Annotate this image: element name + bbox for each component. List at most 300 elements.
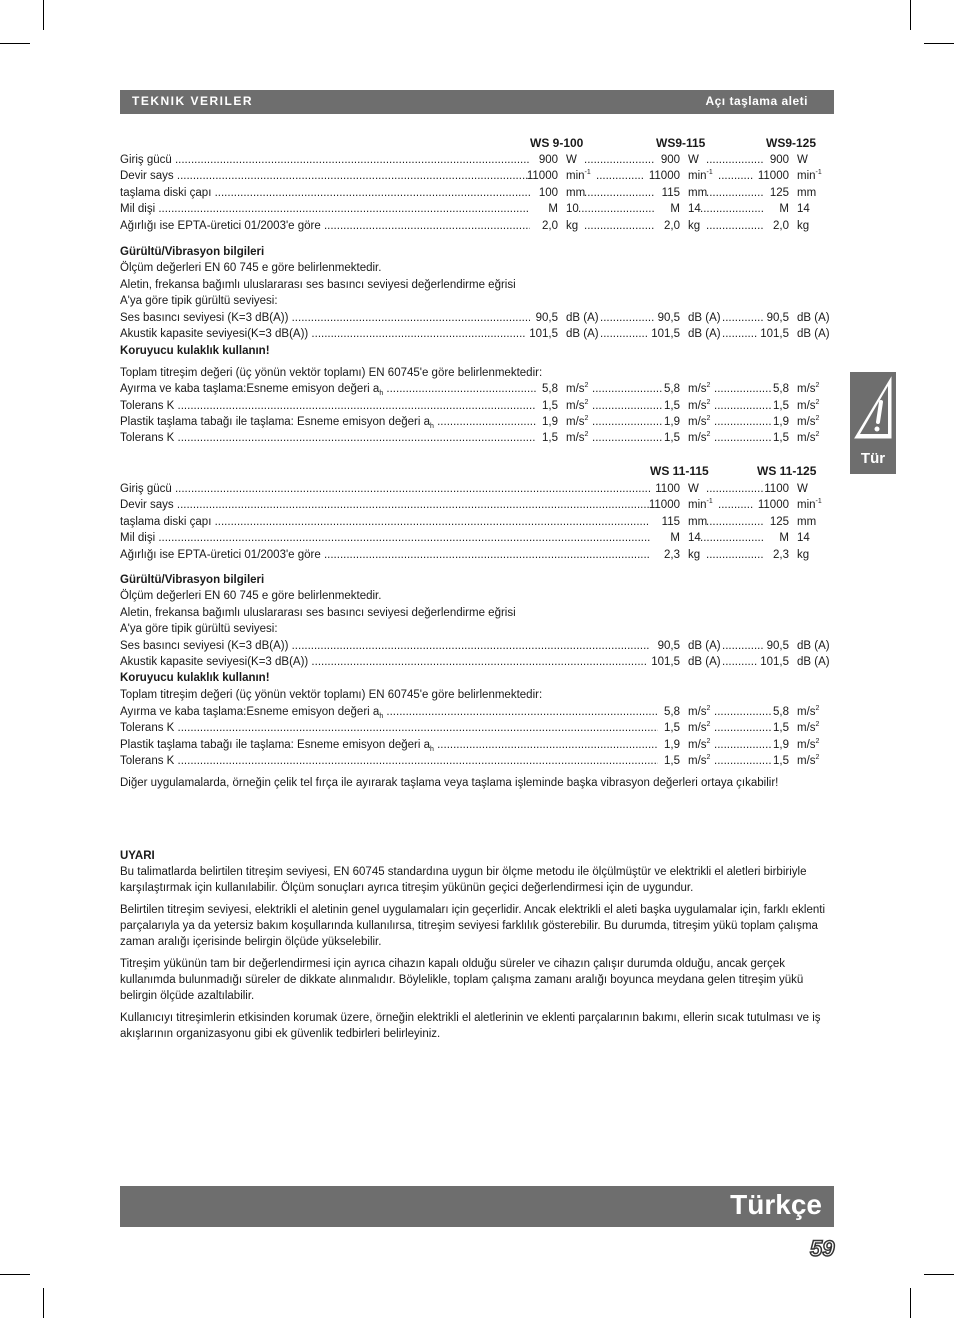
unit-superscript: 2 (706, 705, 711, 712)
warning-paragraph: Belirtilen titreşim seviyesi, elektrikli el aletinin genel uygulamaları için geçerlidir. Ancak elektrikli el aleti başka uygulamalar için, farklı eklenti parçalarıyla ya da yetersiz bakım koşullarında kullanılırsa, titreşim seviyesi farklılık gösterebilir. Bu durumda, titreşim yükü toplam çalışma zaman aralığı içerisinde belirgin ölçüde yükselebilir. (120, 904, 825, 948)
crop-mark (924, 1274, 954, 1275)
value-cell: 90,5 (766, 640, 789, 652)
unit-superscript: -1 (815, 169, 822, 176)
text-line: Toplam titreşim değeri (üç yönün vektör toplamı) EN 60745'e göre belirlenmektedir: (120, 367, 543, 379)
warning-heading: UYARI (120, 850, 155, 862)
data-row (120, 430, 840, 446)
value-cell: 5,8 (773, 706, 789, 718)
value-cell: 90,5 (657, 312, 680, 324)
data-row (120, 514, 840, 530)
text-line: Toplam titreşim değeri (üç yönün vektör toplamı) EN 60745'e göre belirlenmektedir: (120, 689, 543, 701)
data-row (120, 168, 840, 184)
value-cell: 1,5 (773, 722, 789, 734)
unit-text: 10 (566, 203, 579, 215)
unit-superscript: 2 (815, 382, 820, 389)
unit-superscript: 2 (815, 754, 820, 761)
unit-superscript: 2 (815, 738, 820, 745)
unit-cell (688, 737, 710, 753)
row-label (120, 218, 530, 234)
value-cell: 2,3 (664, 549, 680, 561)
value-cell: 2,0 (773, 220, 789, 232)
dot-leader (722, 310, 763, 326)
unit-superscript: 2 (706, 738, 711, 745)
value-cell: 125 (769, 187, 789, 199)
value-cell: M (779, 203, 789, 215)
value-cell: 1,5 (542, 432, 558, 444)
dot-leader (714, 381, 771, 397)
value-cell: 1,5 (773, 400, 789, 412)
dot-leader (714, 720, 771, 736)
unit-cell (566, 398, 588, 414)
row-label-text: Tolerans K (120, 400, 175, 412)
dot-leader (714, 430, 771, 446)
unit-superscript: 2 (706, 415, 711, 422)
crop-mark (924, 43, 954, 44)
unit-text: m/s (797, 432, 816, 444)
unit-text: dB (A) (566, 312, 599, 324)
dot-leader (714, 753, 771, 769)
dot-leader (592, 398, 662, 414)
unit-text: kg (797, 549, 810, 561)
unit-text: m/s (566, 432, 585, 444)
dot-leader (706, 547, 763, 563)
unit-superscript: -1 (706, 169, 713, 176)
subscript: h (430, 423, 434, 430)
dot-leader (722, 326, 757, 342)
subscript: h (379, 390, 384, 397)
unit-superscript: 2 (706, 431, 711, 438)
data-row (120, 398, 840, 414)
unit-cell (797, 185, 816, 201)
value-cell: 1,9 (542, 416, 558, 428)
unit-text: 14 (688, 532, 701, 544)
crop-mark (0, 43, 30, 44)
data-row (120, 326, 840, 342)
unit-cell (688, 638, 721, 654)
unit-text: 14 (797, 203, 810, 215)
row-label-text: taşlama diski çapı (120, 187, 212, 199)
unit-text: min (688, 170, 707, 182)
row-label (120, 430, 536, 446)
value-cell: M (779, 532, 789, 544)
unit-text: dB (A) (797, 312, 830, 324)
data-row (120, 497, 840, 513)
row-label-text: Plastik taşlama tabağı ile taşlama: Esneme emisyon değeri a (120, 416, 431, 428)
unit-cell (688, 185, 707, 201)
unit-cell (797, 168, 822, 184)
unit-cell (566, 326, 599, 342)
dot-leader (600, 310, 654, 326)
unit-text: m/s (566, 416, 585, 428)
text-line: Ölçüm değerleri EN 60 745 e göre belirlenmektedir. (120, 262, 382, 274)
crop-mark (910, 0, 911, 30)
unit-cell (566, 152, 577, 168)
unit-cell (688, 201, 701, 217)
data-row (120, 737, 840, 753)
row-label-text: Devir says (120, 170, 174, 182)
unit-cell (797, 218, 809, 234)
unit-text: W (566, 154, 577, 166)
data-row (120, 310, 840, 326)
row-label-text: Ağırlığı ise EPTA-üretici 01/2003'e göre (120, 220, 321, 232)
data-row (120, 720, 840, 736)
dot-leader (714, 704, 771, 720)
value-cell: 5,8 (542, 383, 558, 395)
value-cell: 1,9 (773, 739, 789, 751)
dot-leader (578, 201, 654, 217)
value-cell: 900 (538, 154, 558, 166)
text-line: Ölçüm değerleri EN 60 745 e göre belirlenmektedir. (120, 590, 382, 602)
unit-cell (688, 152, 699, 168)
unit-cell (797, 310, 830, 326)
dot-leader (714, 398, 771, 414)
unit-text: mm (688, 187, 708, 199)
unit-cell (688, 704, 710, 720)
unit-text: m/s (688, 706, 707, 718)
unit-cell (566, 218, 578, 234)
unit-text: dB (A) (797, 328, 830, 340)
dot-leader (584, 152, 654, 168)
data-row (120, 201, 840, 217)
value-cell: 11000 (757, 170, 789, 182)
section-heading: Gürültü/Vibrasyon bilgileri (120, 246, 265, 258)
value-cell: 1,9 (664, 416, 680, 428)
unit-text: kg (566, 220, 579, 232)
value-cell: 1100 (764, 483, 789, 495)
unit-cell (566, 201, 579, 217)
dot-leader (722, 654, 757, 670)
row-label (120, 381, 536, 397)
row-label (120, 514, 650, 530)
model-column-header: WS9-115 (656, 136, 706, 150)
row-label-text: Akustik kapasite seviyesi(K=3 dB(A)) (120, 328, 309, 340)
unit-cell (797, 704, 819, 720)
unit-cell (797, 414, 819, 430)
unit-cell (797, 753, 819, 769)
unit-text: dB (A) (797, 640, 830, 652)
model-column-header: WS 11-125 (757, 464, 817, 478)
unit-text: m/s (797, 400, 816, 412)
unit-text: kg (688, 220, 701, 232)
value-cell: 90,5 (657, 640, 680, 652)
unit-cell (688, 398, 710, 414)
row-label-text: Tolerans K (120, 755, 175, 767)
unit-cell (688, 414, 710, 430)
value-cell: M (670, 203, 680, 215)
model-column-header: WS 11-115 (650, 464, 709, 478)
unit-text: m/s (797, 739, 816, 751)
crop-mark (0, 1274, 30, 1275)
row-label (120, 481, 650, 497)
unit-text: m/s (566, 383, 585, 395)
unit-cell (688, 530, 701, 546)
unit-superscript: -1 (706, 498, 713, 505)
unit-text: W (688, 154, 699, 166)
value-cell: 125 (769, 516, 789, 528)
section-heading: Koruyucu kulaklık kullanın! (120, 672, 270, 684)
dot-leader (584, 218, 654, 234)
value-cell: 1,9 (664, 739, 680, 751)
crop-mark (910, 1288, 911, 1318)
row-label-text: Ses basıncı seviyesi (K=3 dB(A)) (120, 640, 289, 652)
unit-text: min (797, 499, 816, 511)
dot-leader (714, 414, 771, 430)
text-line: Diğer uygulamalarda, örneğin çelik tel fırça ile ayırarak taşlama veya taşlama işleminde başka vibrasyon değerleri ortaya çıkabilir! (120, 777, 779, 789)
data-row (120, 218, 840, 234)
value-cell: 100 (538, 187, 558, 199)
row-label-text: Plastik taşlama tabağı ile taşlama: Esneme emisyon değeri a (120, 739, 431, 751)
row-label-text: Ayırma ve kaba taşlama:Esneme emisyon değeri a (120, 706, 380, 718)
value-cell: 5,8 (664, 706, 680, 718)
unit-cell (688, 497, 713, 513)
unit-cell (688, 326, 721, 342)
value-cell: 2,0 (664, 220, 680, 232)
unit-text: m/s (566, 400, 585, 412)
unit-text: W (797, 483, 808, 495)
dot-leader (600, 326, 648, 342)
unit-superscript: 2 (815, 415, 820, 422)
value-cell: 1,5 (664, 755, 680, 767)
unit-superscript: 2 (815, 721, 820, 728)
language-side-tab (850, 372, 896, 474)
unit-text: m/s (797, 722, 816, 734)
value-cell: 1,5 (542, 400, 558, 412)
data-row (120, 185, 840, 201)
unit-text: 14 (688, 203, 701, 215)
unit-superscript: 2 (584, 431, 589, 438)
product-title: Açı taşlama aleti (705, 94, 808, 108)
row-label (120, 704, 658, 720)
value-cell: 11000 (526, 170, 558, 182)
dot-leader (706, 185, 763, 201)
unit-superscript: -1 (815, 498, 822, 505)
unit-cell (688, 381, 710, 397)
row-label-text: Ses basıncı seviyesi (K=3 dB(A)) (120, 312, 289, 324)
row-label (120, 414, 536, 430)
unit-superscript: 2 (706, 721, 711, 728)
unit-text: 14 (797, 532, 810, 544)
value-cell: 115 (661, 187, 680, 199)
unit-cell (688, 547, 700, 563)
language-title: Türkçe (730, 1189, 822, 1220)
crop-mark (43, 1288, 44, 1318)
unit-text: kg (688, 549, 701, 561)
row-label (120, 185, 530, 201)
section-header-bar (120, 90, 834, 114)
subscript: h (379, 713, 384, 720)
row-label (120, 638, 650, 654)
row-label-text: Mil dişi (120, 532, 156, 544)
unit-cell (797, 530, 810, 546)
section-title: TEKNIK VERILER (132, 94, 254, 108)
unit-superscript: 2 (815, 399, 820, 406)
data-row (120, 381, 840, 397)
unit-text: m/s (797, 706, 816, 718)
row-label-text: Ayırma ve kaba taşlama:Esneme emisyon değeri a (120, 383, 380, 395)
row-label (120, 530, 650, 546)
row-label (120, 753, 658, 769)
value-cell: 900 (769, 154, 789, 166)
unit-text: mm (566, 187, 586, 199)
unit-cell (797, 547, 809, 563)
row-label (120, 398, 536, 414)
data-row (120, 753, 840, 769)
text-line: A'ya göre tipik gürültü seviyesi: (120, 295, 278, 307)
unit-cell (688, 514, 707, 530)
data-row (120, 654, 840, 670)
unit-cell (688, 753, 710, 769)
warning-paragraph: Kullanıcıyı titreşimlerin etkisinden korumak üzere, örneğin elektrikli el aletlerinin ve eklenti parçalarının bakımı, ellerin sıcak tutulması ve iş akışlarının organizasyonu gibi ek güvenlik tedbirleri belirleyiniz. (120, 1012, 821, 1040)
unit-cell (688, 720, 710, 736)
unit-text: m/s (797, 416, 816, 428)
row-label (120, 737, 658, 753)
unit-cell (566, 185, 585, 201)
unit-text: dB (A) (566, 328, 599, 340)
unit-text: min (797, 170, 816, 182)
unit-text: m/s (797, 383, 816, 395)
unit-text: m/s (688, 722, 707, 734)
section-heading: Gürültü/Vibrasyon bilgileri (120, 574, 265, 586)
unit-cell (566, 168, 591, 184)
value-cell: 5,8 (664, 383, 680, 395)
unit-superscript: -1 (584, 169, 591, 176)
dot-leader (714, 737, 771, 753)
row-label (120, 547, 650, 563)
unit-text: mm (797, 187, 817, 199)
unit-superscript: 2 (815, 431, 820, 438)
value-cell: 1100 (655, 483, 680, 495)
value-cell: 1,5 (664, 722, 680, 734)
value-cell: 1,5 (664, 400, 680, 412)
footer-bar (120, 1186, 834, 1227)
value-cell: 2,0 (542, 220, 558, 232)
row-label-text: taşlama diski çapı (120, 516, 212, 528)
row-label-text: Giriş gücü (120, 483, 172, 495)
crop-mark (43, 0, 44, 30)
value-cell: 1,5 (773, 432, 789, 444)
unit-text: dB (A) (688, 312, 721, 324)
unit-cell (797, 381, 819, 397)
unit-cell (797, 201, 810, 217)
unit-cell (797, 497, 822, 513)
data-row (120, 414, 840, 430)
model-column-header: WS 9-100 (530, 136, 584, 150)
value-cell: 1,5 (773, 755, 789, 767)
row-label-text: Akustik kapasite seviyesi(K=3 dB(A)) (120, 656, 309, 668)
value-cell: 11000 (648, 499, 680, 511)
unit-text: mm (688, 516, 708, 528)
value-cell: 101,5 (760, 328, 789, 340)
unit-text: W (797, 154, 808, 166)
unit-cell (566, 414, 588, 430)
warning-paragraph: Titreşim yükünün tam bir değerlendirmesi için ayrıca cihazın kapalı olduğu süreler ve cihazın çalışır durumda olduğu, ancak gerçek kullanımda bulunmadığı süreler de dikkate alınmalıdır. Böylelikle, toplam çalışma zamanı aralığı boyunca meydana gelen titreşim yükü belirgin ölçüde azaltılabilir. (120, 958, 804, 1002)
unit-cell (797, 737, 819, 753)
text-line: Aletin, frekansa bağımlı uluslararası ses basıncı seviyesi değerlendirme eğrisi (120, 279, 516, 291)
unit-cell (797, 326, 830, 342)
unit-cell (688, 430, 710, 446)
row-label-text: Tolerans K (120, 432, 175, 444)
dot-leader (700, 530, 763, 546)
unit-text: mm (797, 516, 817, 528)
value-cell: 101,5 (651, 656, 680, 668)
value-cell: 900 (660, 154, 680, 166)
dot-leader (584, 185, 654, 201)
row-label (120, 326, 526, 342)
value-cell: M (670, 532, 680, 544)
unit-text: min (566, 170, 585, 182)
unit-superscript: 2 (584, 415, 589, 422)
unit-cell (566, 310, 599, 326)
data-row (120, 152, 840, 168)
text-line: A'ya göre tipik gürültü seviyesi: (120, 623, 278, 635)
page-number: 59 (810, 1236, 835, 1261)
dot-leader (592, 414, 662, 430)
unit-text: dB (A) (688, 328, 721, 340)
unit-text: m/s (688, 400, 707, 412)
unit-cell (688, 168, 713, 184)
unit-cell (797, 654, 830, 670)
unit-cell (797, 398, 819, 414)
unit-text: kg (797, 220, 810, 232)
dot-leader (596, 168, 644, 184)
value-cell: 1,9 (773, 416, 789, 428)
data-row (120, 530, 840, 546)
dot-leader (700, 201, 763, 217)
row-label-text: Tolerans K (120, 722, 175, 734)
unit-cell (797, 481, 808, 497)
subscript: h (430, 746, 434, 753)
value-cell: 11000 (757, 499, 789, 511)
value-cell: 115 (661, 516, 680, 528)
unit-text: m/s (688, 432, 707, 444)
row-label-text: Mil dişi (120, 203, 156, 215)
data-row (120, 704, 840, 720)
value-cell: 90,5 (766, 312, 789, 324)
dot-leader (722, 638, 763, 654)
unit-cell (797, 638, 830, 654)
unit-cell (688, 654, 721, 670)
value-cell: 101,5 (651, 328, 680, 340)
dot-leader (718, 168, 753, 184)
unit-cell (566, 430, 588, 446)
row-label (120, 720, 658, 736)
unit-text: dB (A) (688, 656, 721, 668)
unit-text: m/s (688, 416, 707, 428)
warning-paragraph: Bu talimatlarda belirtilen titreşim seviyesi, EN 60745 standardına uygun bir ölçme metodu ile ölçülmüştür ve elektrikli el aletleri birbiriyle karşılaştırmak için kullanılabilir. Ölçüm sonuçları ayrıca titreşim yükünün geçici değerlendirmesi için de uygundur. (120, 866, 807, 894)
unit-superscript: 2 (584, 399, 589, 406)
unit-cell (688, 481, 699, 497)
dot-leader (718, 497, 753, 513)
warning-triangle-icon (853, 376, 893, 440)
unit-superscript: 2 (706, 399, 711, 406)
unit-cell (797, 152, 808, 168)
unit-text: m/s (688, 755, 707, 767)
dot-leader (706, 481, 763, 497)
row-label (120, 654, 646, 670)
unit-cell (797, 514, 816, 530)
row-label-text: Giriş gücü (120, 154, 172, 166)
dot-leader (592, 430, 662, 446)
unit-text: W (688, 483, 699, 495)
unit-cell (688, 218, 700, 234)
row-label (120, 310, 530, 326)
value-cell: 11000 (648, 170, 680, 182)
unit-text: dB (A) (797, 656, 830, 668)
value-cell: 90,5 (535, 312, 558, 324)
model-column-header: WS9-125 (766, 136, 817, 150)
unit-superscript: 2 (584, 382, 589, 389)
unit-cell (797, 720, 819, 736)
